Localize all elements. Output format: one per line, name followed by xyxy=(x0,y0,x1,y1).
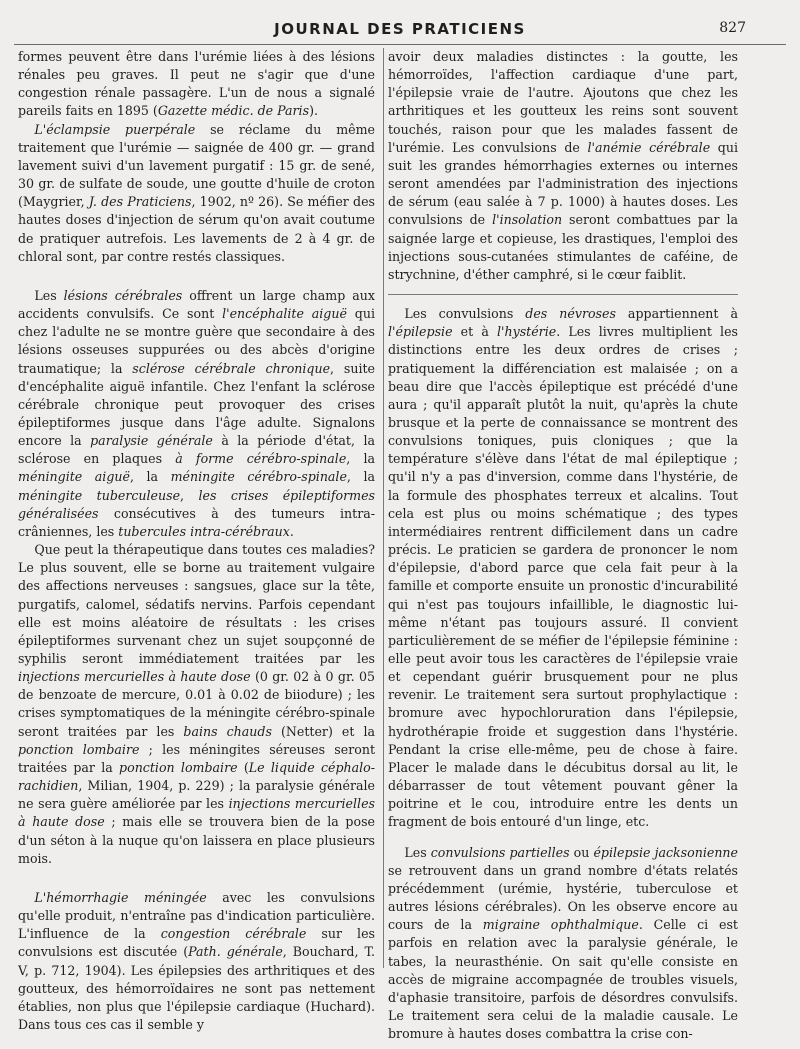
text-run: formes peuvent être dans l'urémie liées à des lésions rénales peu graves. Il peut ne s'agir que d'une congestion rénale passagère. L'un de nous a signalé pareils faits en 1895 ( xyxy=(18,49,375,119)
text-run: (0 gr. 02 à 0 gr. 05 de benzoate de mercure, 0.01 à 0.02 de biiodure) ; les crises symptomatiques de la méningite cérébro-spinale seront traitées par les xyxy=(18,669,376,739)
text-run: , la xyxy=(346,469,375,485)
text-run: , suite d'encéphalite aiguë infantile. Chez l'enfant la sclérose cérébrale chronique peut provoquer des crises épileptiformes jusque dans l'âge adulte. Signalons encore la xyxy=(18,360,375,449)
italic-run: injections mercurielles à haute dose xyxy=(18,669,251,685)
italic-run: paralysie générale xyxy=(90,433,213,449)
italic-run: ponction lombaire xyxy=(119,759,238,775)
text-run: , la xyxy=(129,469,171,485)
italic-run: congestion cérébrale xyxy=(160,926,307,942)
text-run: (Netter) et la xyxy=(271,723,375,739)
text-run: consécutives à des tumeurs intra-crâniennes, les xyxy=(18,505,375,539)
italic-run: l'insolation xyxy=(492,212,563,228)
page-header xyxy=(14,8,786,45)
text-run: à la période d'état, la sclérose en plaques xyxy=(18,433,375,467)
italic-run: des névroses xyxy=(525,306,616,322)
left-column xyxy=(18,48,375,1034)
text-run: avoir deux maladies distinctes : la goutte, les hémorroïdes, l'affection cardiaque d'une part, l'épilepsie vraie de l'autre. Ajoutons que chez les arthritiques et les goutteux les reins sont souvent touchés, raison pour que les malades fassent de l'urémie. Les convulsions de xyxy=(388,49,738,155)
italic-run: ponction lombaire xyxy=(18,741,140,757)
text-run: se réclame du même traitement que l'urémie — saignée de 400 gr. — grand lavement suivi d'un lavement purgatif : 15 gr. de sené, 30 gr. de sulfate de soude, une goutte d'huile de croton (Maygrier, xyxy=(18,121,375,210)
text-run: , la xyxy=(346,451,375,467)
text-run: qui chez l'adulte ne se montre guère que secondaire à des lésions osseuses suppurées ou des abcès d'origine traumatique; la xyxy=(18,306,375,376)
paragraph-nevroses xyxy=(388,305,738,832)
paragraph-lesions-cerebrales xyxy=(18,287,375,541)
text-run: ou xyxy=(569,844,594,860)
text-run: ). xyxy=(309,103,318,119)
text-run: ; les méningites séreuses seront traitées par la xyxy=(18,741,376,775)
italic-run: méningite cérébro-spinale xyxy=(170,469,347,485)
italic-run: à forme cérébro-spinale xyxy=(175,451,347,467)
paragraph-uremie-renal xyxy=(18,48,375,121)
paragraph-eclampsie xyxy=(18,121,375,266)
text-run: ( xyxy=(237,759,249,775)
text-run: , xyxy=(180,487,199,503)
italic-run: tubercules intra-cérébraux xyxy=(118,523,290,539)
paragraph-maladies-distinctes xyxy=(388,48,738,284)
text-run: offrent un large champ aux accidents convulsifs. Ce sont xyxy=(18,287,375,322)
paragraph-therapeutique xyxy=(18,541,375,868)
italic-run: Path. générale xyxy=(188,944,283,960)
italic-run: Le liquide céphalo-rachidien xyxy=(18,759,376,794)
text-run: , Milian, 1904, p. 229) ; la paralysie générale ne sera guère améliorée par les xyxy=(18,778,375,812)
italic-run: l'hystérie xyxy=(496,324,557,340)
column-divider xyxy=(383,48,384,968)
italic-run: lésions cérébrales xyxy=(63,287,183,303)
italic-run: L'hémorrhagie méningée xyxy=(34,889,207,905)
italic-run: L'éclampsie puerpérale xyxy=(34,121,196,137)
italic-run: bains chauds xyxy=(183,723,272,739)
text-run: . Les livres multiplient les distinctions entre les deux ordres de crises ; pratiquement la différenciation est malaisée ; on a beau dire que l'accès épileptique est précédé d'une aura ; qu'il apparaît plutôt la nuit, qu'après la chute brusque et la perte de connaissance se montrent des convulsions toniques, puis cloniques ; que la température s'élève dans l'état de mal épileptique ; qu'il n'y a pas d'inversion, comme dans l'hystérie, de la formule des phosphates terreux et alcalins. Tout cela est plus ou moins schématique ; des types intermédiaires rentrent difficilement dans un cadre précis. Le praticien se gardera de prononcer le nom d'épilepsie, d'abord parce que cela fait peur à la famille et comporte ensuite un pronostic d'incurabilité qui n'est pas toujours infaillible, le diagnostic lui-même n'étant pas toujours assuré. Il convient particulièrement de se méfier de l'épilepsie féminine : elle peut avoir tous les caractères de l'épilepsie vraie et cependant guérir brusquement pour ne plus revenir. Le traitement sera surtout prophylactique : bromure avec hypochloruration dans l'épilepsie, hydrothérapie froide et suggestion dans l'hystérie. Pendant la crise elle-même, peu de chose à faire. Placer le malade dans le décubitus dorsal au lit, le débarrasser de tout vêtement pouvant gêner la poitrine et le cou, introduire entre les dents un fragment de bois entouré d'un linge, etc. xyxy=(388,324,738,830)
text-run: avec les convulsions qu'elle produit, n'entraîne pas d'indication particulière. L'influence de la xyxy=(18,889,376,942)
italic-run: J. des Praticiens xyxy=(88,194,192,210)
running-title: JOURNAL DES PRATICIENS xyxy=(274,20,526,38)
text-run: se retrouvent dans un grand nombre d'états relatés précédemment (urémie, hystérie, tuberculose et autres lésions cérébrales). On les observe encore au cours de la xyxy=(388,862,738,933)
text-run: qui suit les grandes hémorrhagies externes ou internes seront amendées par l'administration des injections de sérum (eau salée à 7 p. 1000) à hautes doses. Les convulsions de xyxy=(388,139,738,228)
italic-run: méningite tuberculeuse xyxy=(18,487,181,503)
section-divider xyxy=(388,294,738,295)
text-run: Les convulsions xyxy=(404,306,526,322)
text-run: Les xyxy=(404,844,431,860)
text-run: Que peut la thérapeutique dans toutes ces maladies? Le plus souvent, elle se borne au traitement vulgaire des affections nerveuses : sangsues, glace sur la tête, purgatifs, calomel, sédatifs nervins. Parfois cependant elle est moins aléatoire de résultats : les crises épileptiformes survenant chez un sujet soupçonné de syphilis seront immédiatement traitées par les xyxy=(18,542,375,666)
italic-run: migraine ophthalmique xyxy=(482,917,639,933)
italic-run: les crises épileptiformes généralisées xyxy=(18,487,375,521)
italic-run: l'encéphalite aiguë xyxy=(222,306,347,322)
text-run: ; mais elle se trouvera bien de la pose d'un séton à la nuque qu'on laissera en place plusieurs mois. xyxy=(18,814,375,866)
italic-run: convulsions partielles xyxy=(430,844,570,860)
text-run: . xyxy=(289,523,294,539)
text-run: , Bouchard, T. V, p. 712, 1904). Les épilepsies des arthritiques et des goutteux, des hémorroïdaires ne sont pas nettement établies, non plus que l'épilepsie cardiaque (Huchard). Dans tous ces cas il semble y xyxy=(18,944,375,1032)
text-run: et à xyxy=(452,324,497,340)
italic-run: l'épilepsie xyxy=(388,324,453,340)
text-run: sur les convulsions est discutée ( xyxy=(18,926,375,960)
italic-run: méningite aiguë xyxy=(18,469,130,485)
italic-run: l'anémie cérébrale xyxy=(587,139,711,155)
italic-run: injections mercurielles à haute dose xyxy=(18,796,375,830)
paragraph-hemorrhagie-meningee xyxy=(18,889,375,1034)
right-column xyxy=(388,48,738,1043)
page-number: 827 xyxy=(719,20,746,36)
italic-run: Gazette médic. de Paris xyxy=(157,103,310,119)
text-run: appartiennent à xyxy=(615,306,738,322)
text-run: Les xyxy=(34,287,64,303)
text-run: seront combattues par la saignée large et copieuse, les drastiques, l'emploi des injections sous-cutanées stimulantes de caféine, de strychnine, d'éther camphré, si le cœur faiblit. xyxy=(388,212,739,282)
paragraph-convulsions-partielles xyxy=(388,844,738,1044)
italic-run: épilepsie jacksonienne xyxy=(593,844,738,860)
text-run: . Celle ci est parfois en relation avec la paralysie générale, le tabes, la neurasthénie. On sait qu'elle consiste en accès de migraine accompagnée de troubles visuels, d'aphasie transitoire, parfois de désordres convulsifs. Le traitement sera celui de la maladie causale. Le bromure à hautes doses combattra la crise con- xyxy=(388,917,738,1042)
italic-run: sclérose cérébrale chronique xyxy=(132,360,331,376)
text-run: , 1902, nº 26). Se méfier des hautes doses d'injection de sérum qu'on avait coutume de pratiquer autrefois. Les lavements de 2 à 4 gr. de chloral sont, par contre restés classiques. xyxy=(18,194,375,264)
